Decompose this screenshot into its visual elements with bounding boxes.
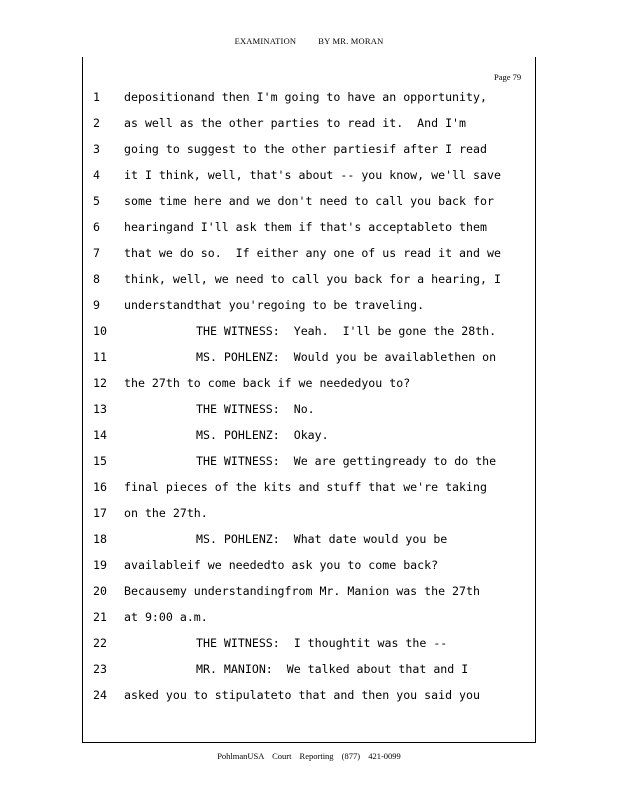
line-number: 11 — [93, 350, 107, 364]
line-number: 5 — [93, 194, 100, 208]
line-number: 20 — [93, 584, 107, 598]
line-number: 14 — [93, 428, 107, 442]
transcript-line — [0, 318, 618, 344]
transcript-line — [0, 84, 618, 110]
line-number: 17 — [93, 506, 107, 520]
transcript-line — [0, 604, 618, 630]
line-text: final pieces of the kits and stuff that we're taking — [124, 480, 487, 494]
transcript-line — [0, 396, 618, 422]
line-number: 12 — [93, 376, 107, 390]
line-text: on the 27th. — [124, 506, 208, 520]
line-number: 22 — [93, 636, 107, 650]
page-header — [0, 36, 618, 46]
transcript-line — [0, 240, 618, 266]
transcript-line — [0, 448, 618, 474]
line-text: hearingand I'll ask them if that's acceptableto them — [124, 220, 487, 234]
transcript-line — [0, 292, 618, 318]
line-number: 23 — [93, 662, 107, 676]
line-text: at 9:00 a.m. — [124, 610, 208, 624]
transcript-line — [0, 500, 618, 526]
transcript-line — [0, 136, 618, 162]
line-text: going to suggest to the other partiesif after I read — [124, 142, 487, 156]
line-text: depositionand then I'm going to have an opportunity, — [124, 90, 487, 104]
transcript-line — [0, 188, 618, 214]
transcript-line — [0, 630, 618, 656]
header-examiner: BY MR. MORAN — [318, 36, 384, 46]
line-number: 10 — [93, 324, 107, 338]
line-text: Becausemy understandingfrom Mr. Manion was the 27th — [124, 584, 480, 598]
line-text: understandthat you'regoing to be traveling. — [124, 298, 425, 312]
page-footer: PohlmanUSA Court Reporting (877) 421-0099 — [217, 751, 401, 761]
header-section: EXAMINATION — [234, 36, 297, 46]
line-number: 4 — [93, 168, 100, 182]
line-text: THE WITNESS: Yeah. I'll be gone the 28th. — [196, 324, 497, 338]
line-text: MS. POHLENZ: What date would you be — [196, 532, 448, 546]
line-text: THE WITNESS: I thoughtit was the -- — [196, 636, 448, 650]
transcript-line — [0, 110, 618, 136]
transcript-line — [0, 422, 618, 448]
line-text: MS. POHLENZ: Okay. — [196, 428, 329, 442]
line-text: it I think, well, that's about -- you know, we'll save — [124, 168, 501, 182]
line-text: availableif we neededto ask you to come back? — [124, 558, 439, 572]
line-text: the 27th to come back if we neededyou to? — [124, 376, 411, 390]
line-number: 13 — [93, 402, 107, 416]
line-text: think, well, we need to call you back for a hearing, I — [124, 272, 501, 286]
line-number: 6 — [93, 220, 100, 234]
line-text: MS. POHLENZ: Would you be availablethen on — [196, 350, 497, 364]
line-number: 15 — [93, 454, 107, 468]
transcript-line — [0, 656, 618, 682]
line-number: 18 — [93, 532, 107, 546]
transcript-line — [0, 370, 618, 396]
transcript-line — [0, 474, 618, 500]
transcript-line — [0, 552, 618, 578]
transcript-line — [0, 682, 618, 708]
transcript-line — [0, 526, 618, 552]
line-number: 2 — [93, 116, 100, 130]
transcript-line — [0, 214, 618, 240]
page-number: Page 79 — [494, 72, 522, 82]
line-number: 3 — [93, 142, 100, 156]
transcript-line — [0, 266, 618, 292]
line-number: 1 — [93, 90, 100, 104]
transcript-line — [0, 578, 618, 604]
line-text: THE WITNESS: We are gettingready to do the — [196, 454, 497, 468]
line-text: some time here and we don't need to call you back for — [124, 194, 494, 208]
line-number: 9 — [93, 298, 100, 312]
transcript-line — [0, 344, 618, 370]
line-number: 24 — [93, 688, 107, 702]
line-text: MR. MANION: We talked about that and I — [196, 662, 469, 676]
line-text: as well as the other parties to read it. And I'm — [124, 116, 467, 130]
line-number: 16 — [93, 480, 107, 494]
line-text: that we do so. If either any one of us read it and we — [124, 246, 501, 260]
line-number: 8 — [93, 272, 100, 286]
transcript-line — [0, 162, 618, 188]
line-number: 21 — [93, 610, 107, 624]
line-number: 7 — [93, 246, 100, 260]
line-text: asked you to stipulateto that and then you said you — [124, 688, 480, 702]
line-text: THE WITNESS: No. — [196, 402, 315, 416]
line-number: 19 — [93, 558, 107, 572]
